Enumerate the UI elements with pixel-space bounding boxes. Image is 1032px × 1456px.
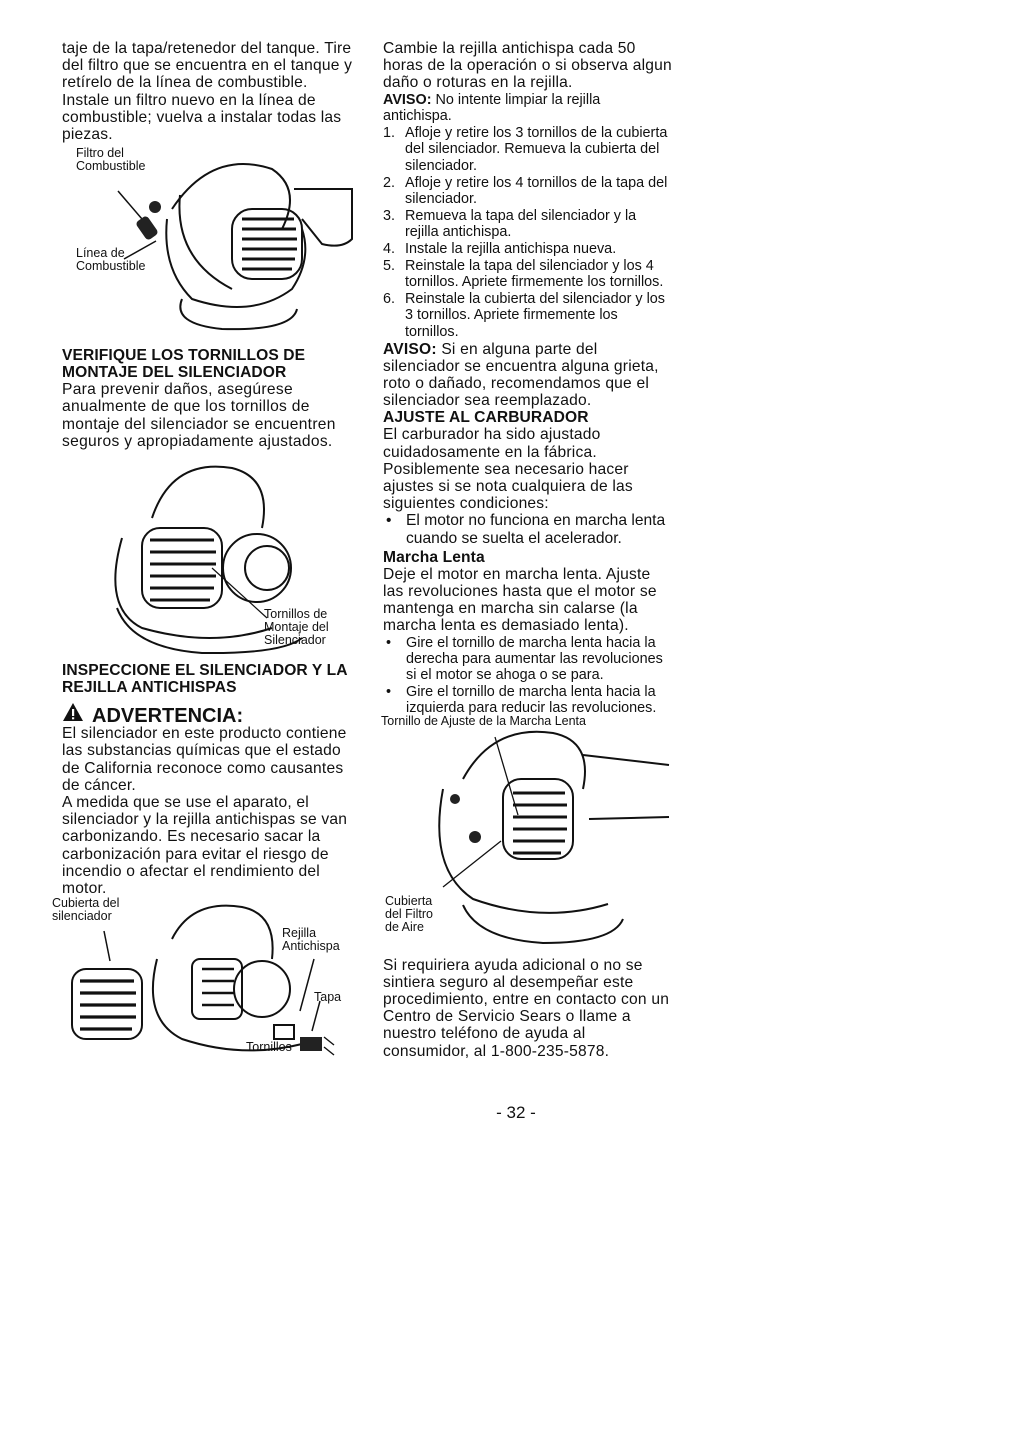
step-item: 5. Reinstale la tapa del silenciador y los 4 tornillos. Apriete firmemente los tornillos. bbox=[383, 257, 664, 291]
closing-help-text: Si requiriera ayuda adicional o no se sintiera seguro al desempeñar este procedimiento, entre en contacto con un Centro de Servicio Sears o llame a nuestro teléfono de ayuda al consumidor, al 1-800-235-5878. bbox=[383, 956, 670, 1060]
muffler-screws-body: Para prevenir daños, asegúrese anualmente de que los tornillos de montaje del silenciador se encuentren seguros y apropiadamente ajustados. bbox=[62, 381, 336, 450]
step-item: 6. Reinstale la cubierta del silenciador y los 3 tornillos. Apriete firmemente los tornillos. bbox=[383, 290, 665, 340]
muffler-parts-figure bbox=[52, 896, 358, 1059]
idle-bullet: • Gire el tornillo de marcha lenta hacia la derecha para aumentar las revoluciones si el motor se ahoga o se para. bbox=[386, 634, 663, 684]
idle-body: Deje el motor en marcha lenta. Ajuste las revoluciones hasta que el motor se mantenga en marcha sin calarse (la marcha lenta es demasiado lenta). bbox=[383, 565, 657, 635]
aviso-label: AVISO: bbox=[383, 91, 432, 108]
screws-label: Tornillos bbox=[246, 1040, 292, 1055]
idle-bullets bbox=[383, 635, 673, 717]
condition-item: • El motor no funciona en marcha lenta cuando se suelta el acelerador. bbox=[386, 512, 666, 547]
page-number: - 32 - bbox=[496, 1103, 536, 1122]
muffler-parts-illustration bbox=[62, 899, 358, 1059]
aviso-clean-text: No intente limpiar la rejilla antichispa. bbox=[383, 91, 601, 125]
muffler-screws-label: Tornillos de Montaje del Silenciador bbox=[264, 607, 329, 648]
fuel-filter-figure bbox=[62, 146, 358, 339]
step-item: 1. Afloje y retire los 3 tornillos de la cubierta del silenciador. Remueva la cubierta del silenciador. bbox=[383, 124, 668, 174]
spark-arrestor-intro: Cambie la rejilla antichispa cada 50 horas de la operación o si observa algun daño o roturas en la rejilla. bbox=[383, 40, 672, 92]
step-item: 2. Afloje y retire los 4 tornillos de la tapa del silenciador. bbox=[383, 174, 668, 208]
left-column bbox=[52, 40, 358, 1059]
carburetor-body: El carburador ha sido ajustado cuidadosamente en la fábrica. Posiblemente sea necesario hacer ajustes si se nota cualquiera de las siguientes condiciones: bbox=[383, 426, 633, 513]
fuel-filter-label: Filtro del Combustible bbox=[76, 146, 146, 174]
muffler-cover-label: Cubierta del silenciador bbox=[52, 896, 120, 924]
warning-word: ADVERTENCIA: bbox=[92, 705, 244, 728]
subsection-title-idle: Marcha Lenta bbox=[383, 548, 485, 566]
step-item: 4. Instale la rejilla antichispa nueva. bbox=[383, 240, 617, 257]
spark-arrestor-steps bbox=[383, 125, 673, 341]
fuel-line-label: Línea de Combustible bbox=[76, 246, 146, 274]
warning-triangle-icon bbox=[62, 702, 84, 722]
blower-fuel-filter-illustration bbox=[62, 146, 358, 339]
idle-screw-label: Tornillo de Ajuste de la Marcha Lenta bbox=[381, 713, 586, 728]
muffler-inspection-body: A medida que se use el aparato, el silenciador y la rejilla antichispas se van carbonizando. Es necesario sacar la carbonización para evitar el riesgo de incendio o afectar el rendimiento del motor. bbox=[62, 794, 348, 898]
warning-text: El silenciador en este producto contiene las substancias químicas que el estado de California reconoce como causantes de cáncer. bbox=[62, 725, 347, 794]
air-filter-cover-label: Cubierta del Filtro de Aire bbox=[385, 893, 433, 934]
aviso-replace bbox=[383, 341, 673, 410]
right-column bbox=[383, 40, 673, 1060]
cap-label: Tapa bbox=[314, 990, 342, 1005]
section-title-muffler-inspection: INSPECCIONE EL SILENCIADOR Y LA REJILLA ANTICHISPAS bbox=[62, 662, 347, 697]
section-title-muffler-screws: VERIFIQUE LOS TORNILLOS DE MONTAJE DEL SILENCIADOR bbox=[62, 347, 306, 382]
aviso-replace-text: Si en alguna parte del silenciador se encuentra alguna grieta, roto o dañado, recomendamos que el silenciador sea reemplazado. bbox=[383, 340, 659, 410]
step-item: 3. Remueva la tapa del silenciador y la rejilla antichispa. bbox=[383, 207, 637, 241]
carburetor-conditions bbox=[383, 512, 673, 546]
aviso-clean bbox=[383, 92, 673, 125]
idle-bullet: • Gire el tornillo de marcha lenta hacia la izquierda para reducir las revoluciones. bbox=[386, 683, 657, 717]
fuel-filter-instructions: taje de la tapa/retenedor del tanque. Tire del filtro que se encuentra en el tanque y retírelo de la línea de combustible. Instale un filtro nuevo en la línea de combustible; vuelva a instalar todas las piezas. bbox=[62, 40, 353, 144]
spark-arrestor-label: Rejilla Antichispa bbox=[282, 926, 340, 954]
muffler-screws-figure bbox=[62, 458, 358, 660]
idle-screw-figure bbox=[381, 713, 673, 957]
section-title-carburetor: AJUSTE AL CARBURADOR bbox=[383, 409, 589, 427]
aviso-label: AVISO: bbox=[383, 340, 437, 358]
warning-block bbox=[62, 702, 358, 728]
